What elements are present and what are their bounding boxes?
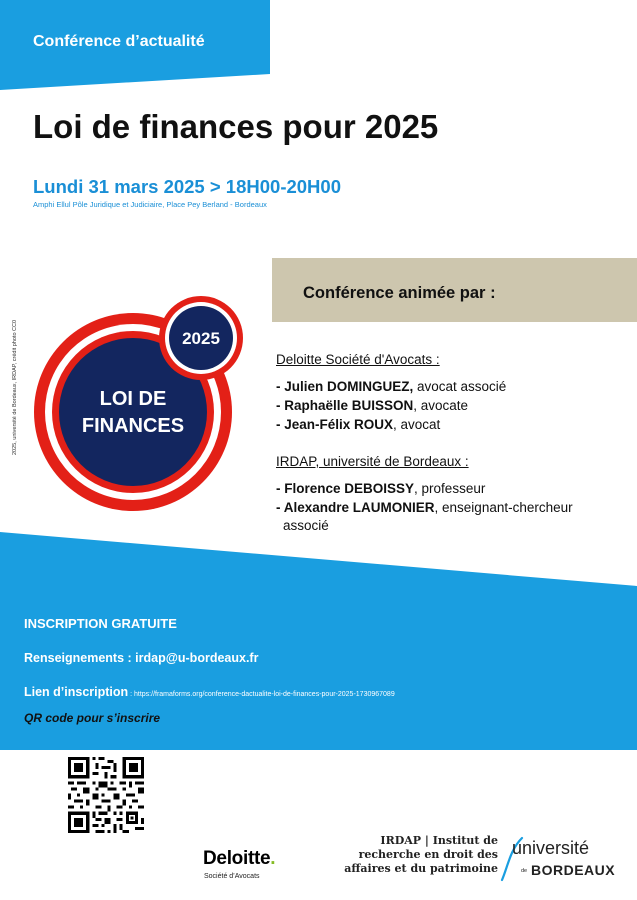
logo-line2: FINANCES bbox=[81, 415, 185, 437]
deloitte-dot: . bbox=[270, 848, 276, 869]
event-date-time: Lundi 31 mars 2025 > 18H00-20H00 bbox=[33, 176, 341, 197]
qr-code[interactable] bbox=[68, 757, 144, 833]
registration-link-row bbox=[24, 683, 395, 701]
qr-code-label: QR code pour s’inscrire bbox=[24, 711, 161, 725]
speaker-role: , professeur bbox=[414, 481, 486, 496]
irdap-line: recherche en droit des bbox=[358, 848, 498, 861]
page-title: Loi de finances pour 2025 bbox=[33, 108, 439, 145]
speakers-heading: Conférence animée par : bbox=[303, 284, 496, 302]
speaker-item bbox=[276, 397, 468, 414]
speaker-name: - Florence DEBOISSY bbox=[276, 481, 415, 496]
universite-wordmark: université bbox=[512, 838, 590, 858]
photo-credit: 2025, université de Bordeaux, IRDAP, crédit photo CC0 bbox=[12, 319, 18, 455]
speaker-item bbox=[276, 499, 573, 516]
speaker-name: - Julien DOMINGUEZ, bbox=[276, 379, 414, 394]
speaker-role: , enseignant-chercheur bbox=[434, 500, 573, 515]
speaker-org-deloitte: Deloitte Société d'Avocats : bbox=[276, 352, 440, 367]
speaker-role: , avocate bbox=[413, 398, 469, 413]
speaker-role-continued: associé bbox=[283, 518, 329, 533]
registration-link[interactable]: : https://framaforms.org/conference-dactualite-loi-de-finances-pour-2025-1730967089 bbox=[128, 691, 395, 698]
registration-link-label: Lien d’inscription bbox=[24, 685, 129, 699]
speaker-item bbox=[276, 378, 506, 395]
irdap-logo bbox=[330, 834, 498, 876]
speaker-item bbox=[276, 416, 440, 433]
deloitte-subtitle: Société d’Avocats bbox=[204, 873, 260, 880]
loi-de-finances-logo bbox=[30, 295, 256, 517]
speaker-item bbox=[276, 480, 485, 497]
speaker-name: - Alexandre LAUMONIER bbox=[276, 500, 435, 515]
irdap-line: affaires et du patrimoine bbox=[344, 862, 498, 875]
speaker-name: - Raphaëlle BUISSON bbox=[276, 398, 414, 413]
speaker-name: - Jean-Félix ROUX bbox=[276, 417, 394, 432]
contact-info: Renseignements : irdap@u-bordeaux.fr bbox=[24, 651, 259, 665]
event-venue: Amphi Ellul Pôle Juridique et Judiciaire, Place Pey Berland - Bordeaux bbox=[33, 200, 267, 209]
registration-title: INSCRIPTION GRATUITE bbox=[24, 616, 177, 631]
speaker-role: avocat associé bbox=[413, 379, 507, 394]
deloitte-wordmark: Deloitte bbox=[203, 848, 271, 869]
event-type-label: Conférence d’actualité bbox=[33, 33, 205, 50]
speaker-role: , avocat bbox=[393, 417, 441, 432]
logo-line1: LOI DE bbox=[99, 388, 167, 410]
deloitte-logo bbox=[203, 848, 275, 870]
universite-city: BORDEAUX bbox=[531, 862, 616, 878]
universite-de: de bbox=[521, 868, 528, 874]
speaker-org-irdap: IRDAP, université de Bordeaux : bbox=[276, 454, 469, 469]
logo-year: 2025 bbox=[182, 329, 220, 348]
irdap-line: IRDAP | Institut de bbox=[380, 834, 498, 847]
